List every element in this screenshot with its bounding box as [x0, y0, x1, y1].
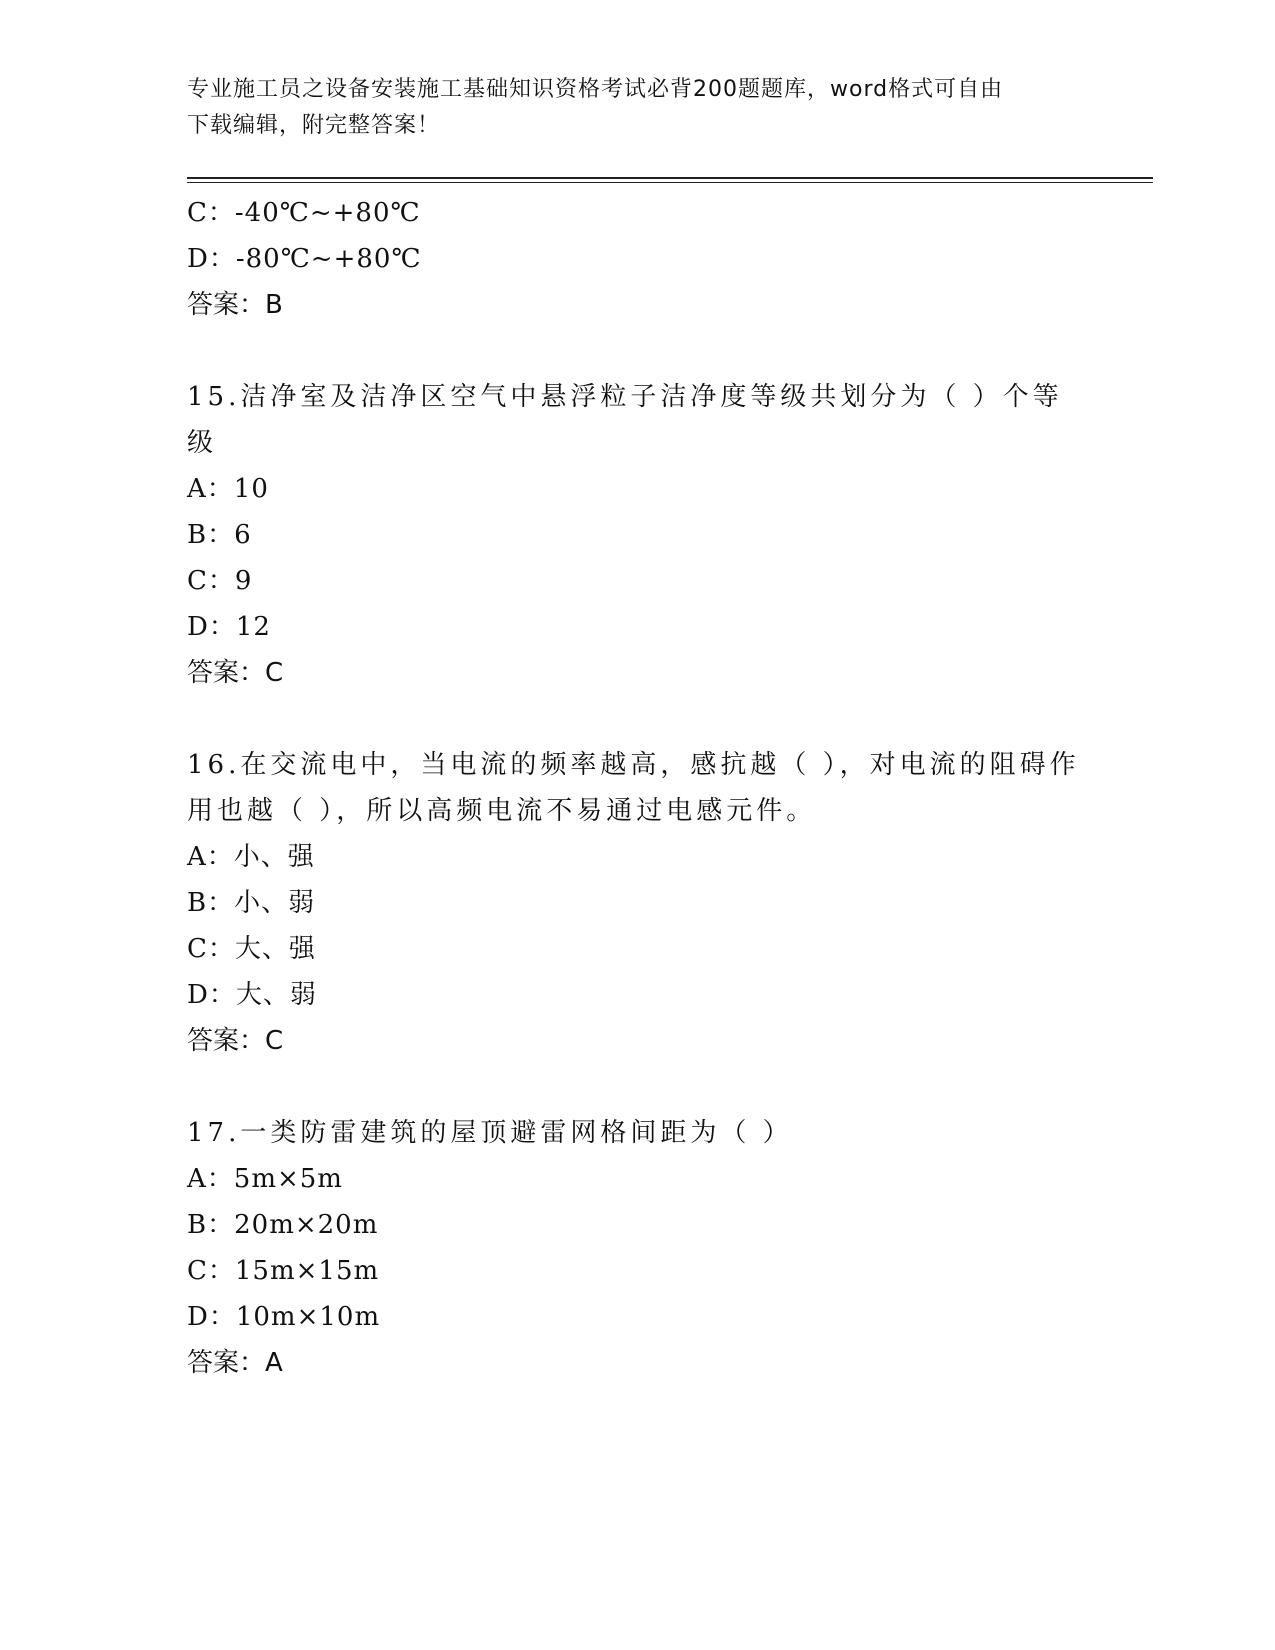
header-rule-thick	[187, 177, 1153, 179]
answer: 答案：A	[187, 1348, 283, 1378]
header-rule-thin	[187, 182, 1153, 183]
answer: 答案：C	[187, 658, 284, 688]
option-a: A：10	[187, 474, 269, 504]
option-c: C：-40℃~+80℃	[187, 198, 421, 228]
option-d: D：12	[187, 612, 271, 642]
question-block-16	[187, 742, 1087, 1064]
question-text: 15.洁净室及洁净区空气中悬浮粒子洁净度等级共划分为（ ）个等级	[187, 382, 1063, 458]
question-block-17	[187, 1110, 1087, 1386]
option-d: D：-80℃~+80℃	[187, 244, 422, 274]
option-c: C：15m×15m	[187, 1256, 380, 1286]
option-a: A：小、强	[187, 842, 315, 872]
option-b: B：小、弱	[187, 888, 316, 918]
option-c: C：大、强	[187, 934, 316, 964]
question-text-line-2: 用也越（ ），所以高频电流不易通过电感元件。	[187, 796, 817, 826]
option-c: C：9	[187, 566, 253, 596]
question-list	[187, 190, 1087, 1386]
option-a: A：5m×5m	[187, 1164, 343, 1194]
header-line-2: 下载编辑，附完整答案！	[187, 113, 441, 138]
document-header	[187, 72, 1067, 144]
question-block-15	[187, 374, 1087, 696]
answer: 答案：C	[187, 1026, 284, 1056]
question-text: 17.一类防雷建筑的屋顶避雷网格间距为（ ）	[187, 1118, 793, 1148]
option-d: D：10m×10m	[187, 1302, 381, 1332]
answer: 答案：B	[187, 290, 283, 320]
option-b: B：20m×20m	[187, 1210, 379, 1240]
question-text-line-1: 16.在交流电中，当电流的频率越高，感抗越（ ），对电流的阻碍作	[187, 750, 1080, 780]
option-d: D：大、弱	[187, 980, 317, 1010]
question-block-14	[187, 190, 1087, 328]
option-b: B：6	[187, 520, 252, 550]
header-line-1: 专业施工员之设备安装施工基础知识资格考试必背200题题库，word格式可自由	[187, 77, 1004, 102]
